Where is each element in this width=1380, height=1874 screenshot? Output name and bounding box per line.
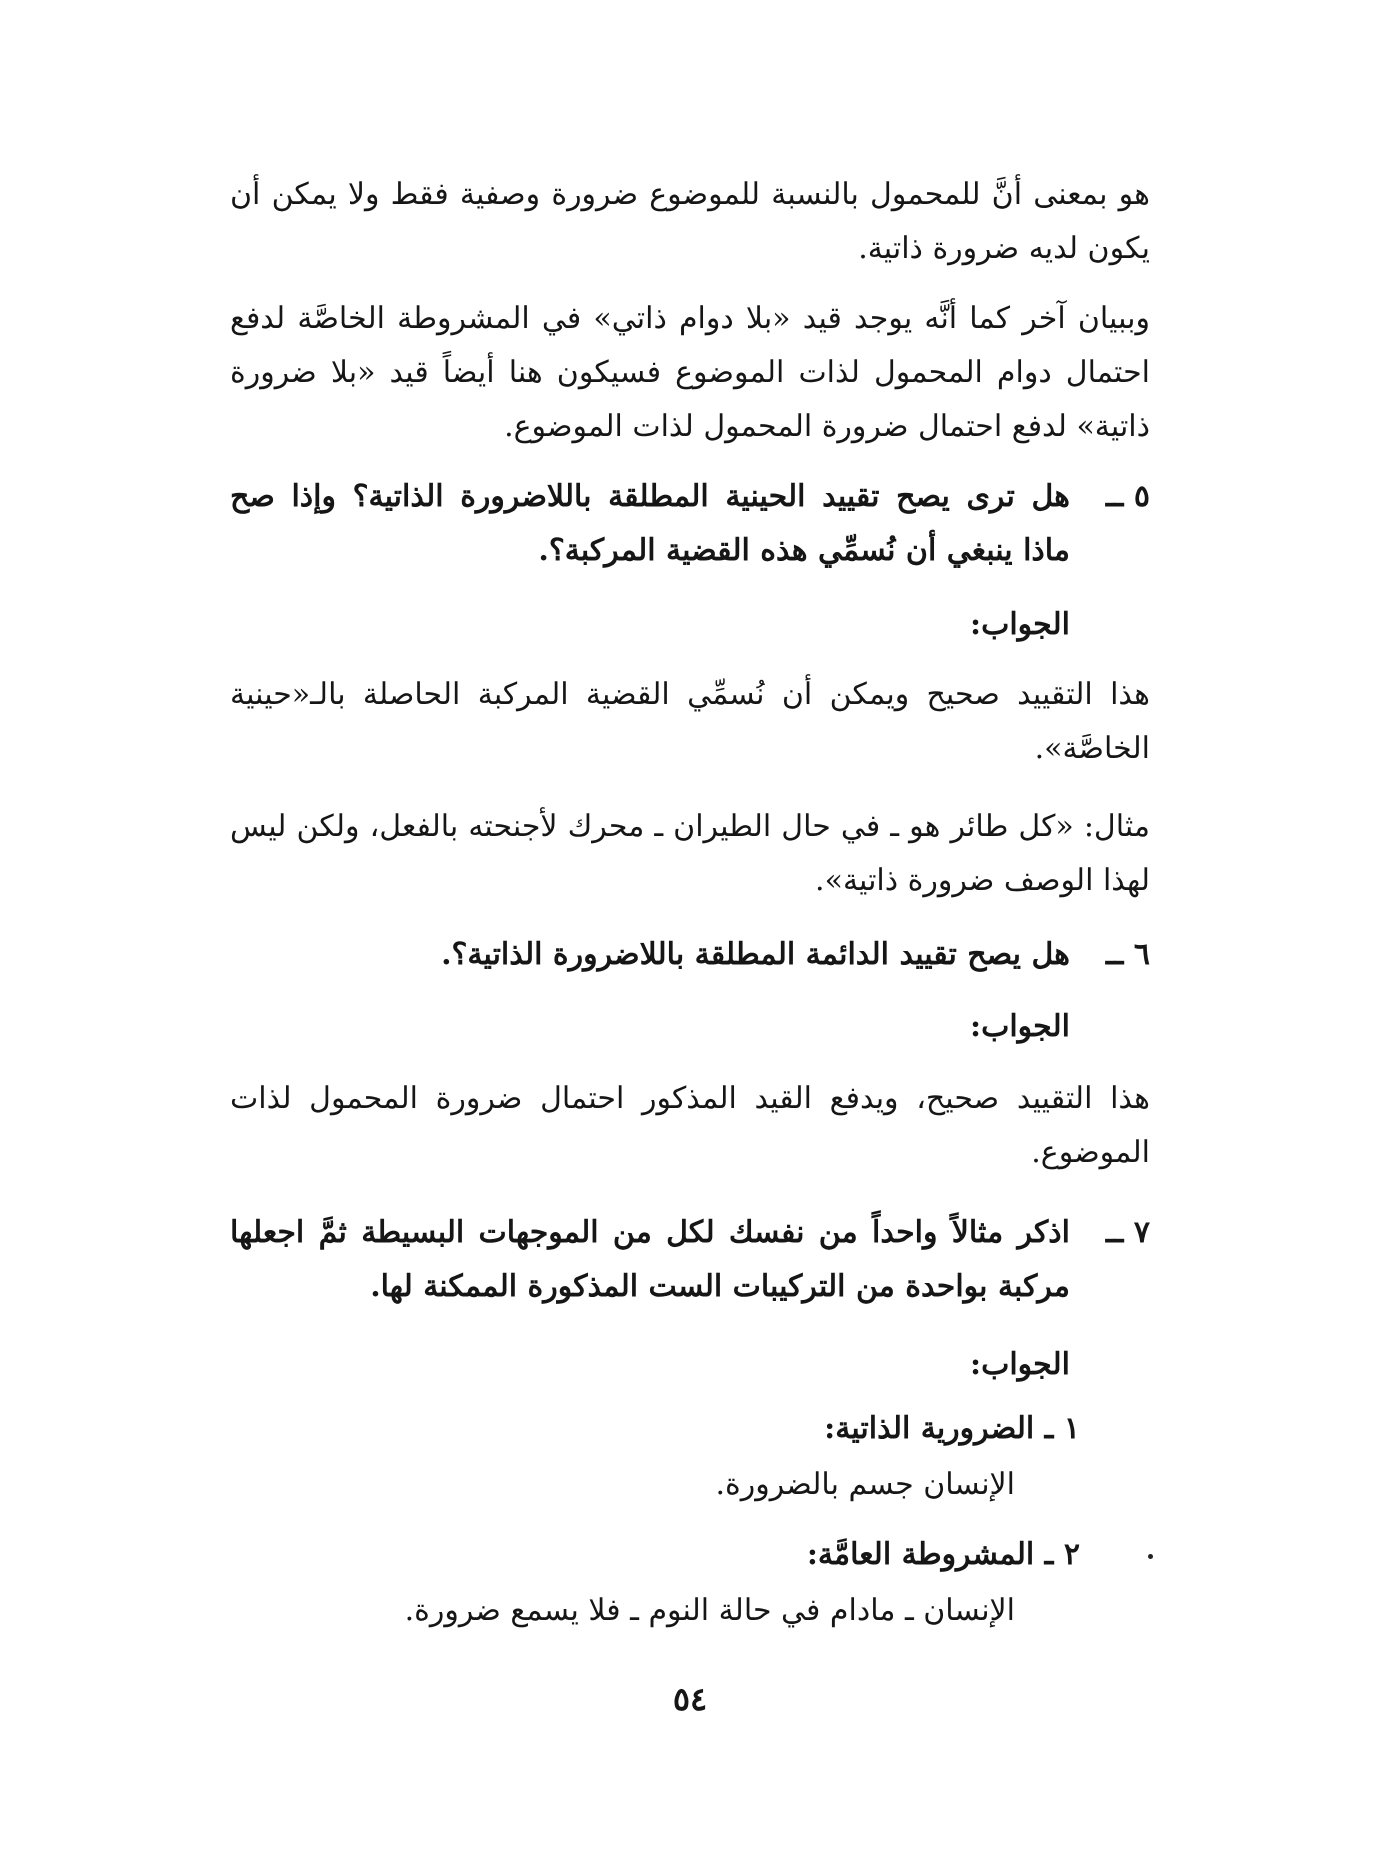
question-6	[230, 928, 1150, 984]
answer-item-1-example: الإنسان جسم بالضرورة.	[715, 1467, 1015, 1502]
question-7-text: اذكر مثالاً واحداً من نفسك لكل من الموجهات البسيطة ثمَّ اجعلها مركبة بواحدة من التركيبات الست المذكورة الممكنة لها.	[230, 1215, 1070, 1304]
question-6-number: ٦ ــ	[1105, 937, 1150, 972]
stray-dot-mark	[1148, 1554, 1153, 1559]
question-6-text: هل يصح تقييد الدائمة المطلقة باللاضرورة الذاتية؟.	[441, 937, 1070, 972]
paragraph-continuation: هو بمعنى أنَّ للمحمول بالنسبة للموضوع ضرورة وصفية فقط ولا يمكن أن يكون لديه ضرورة ذاتية.	[230, 177, 1150, 266]
question-6-answer: هذا التقييد صحيح، ويدفع القيد المذكور احتمال ضرورة المحمول لذات الموضوع.	[230, 1081, 1150, 1170]
page-number: ٥٤	[672, 1680, 708, 1718]
paragraph-explanation: وببيان آخر كما أنَّه يوجد قيد «بلا دوام ذاتي» في المشروطة الخاصَّة لدفع احتمال دوام المحمول لذات الموضوع فسيكون هنا أيضاً قيد «بلا ضرورة ذاتية» لدفع احتمال ضرورة المحمول لذات الموضوع.	[230, 301, 1150, 444]
answer-item-2-title: ٢ ـ المشروطة العامَّة:	[806, 1537, 1080, 1572]
question-5-example: مثال: «كل طائر هو ـ في حال الطيران ـ محرك لأجنحته بالفعل، ولكن ليس لهذا الوصف ضرورة ذاتية».	[230, 809, 1150, 898]
question-6-answer-label: الجواب:	[970, 1009, 1070, 1044]
answer-item-2-example: الإنسان ـ مادام في حالة النوم ـ فلا يسمع ضرورة.	[404, 1593, 1015, 1628]
question-5	[230, 470, 1150, 580]
question-5-answer-label: الجواب:	[970, 607, 1070, 642]
question-7-number: ٧ ــ	[1105, 1215, 1150, 1250]
question-5-answer: هذا التقييد صحيح ويمكن أن نُسمِّي القضية المركبة الحاصلة بالـ«حينية الخاصَّة».	[230, 677, 1150, 766]
question-5-text: هل ترى يصح تقييد الحينية المطلقة باللاضرورة الذاتية؟ وإذا صح ماذا ينبغي أن نُسمِّي هذه القضية المركبة؟.	[230, 479, 1070, 568]
question-5-number: ٥ ــ	[1105, 479, 1150, 514]
question-7	[230, 1206, 1150, 1316]
answer-item-1-title: ١ ـ الضرورية الذاتية:	[824, 1411, 1080, 1446]
question-7-answer-label: الجواب:	[970, 1347, 1070, 1382]
